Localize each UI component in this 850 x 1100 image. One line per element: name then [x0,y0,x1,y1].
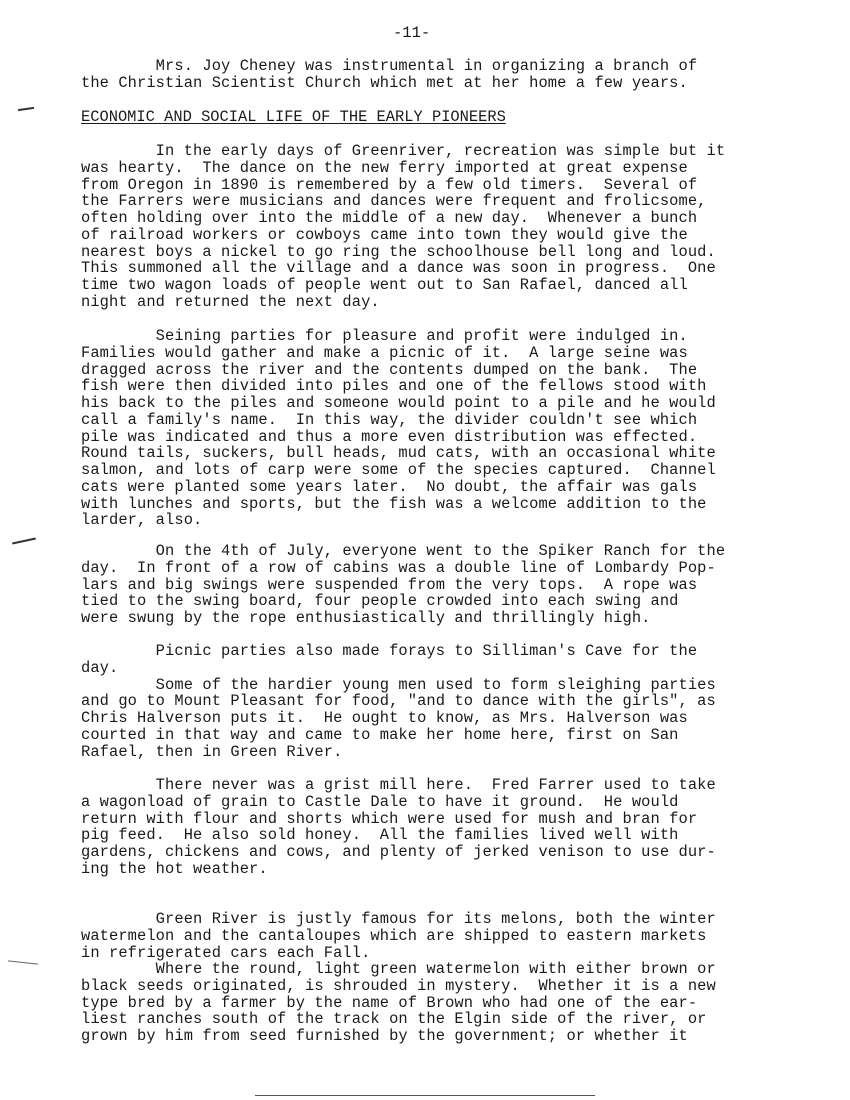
text-line: pig feed. He also sold honey. All the families lived well with [81,826,679,845]
text-line: the Christian Scientist Church which met at her home a few years. [81,73,688,92]
section-heading: ECONOMIC AND SOCIAL LIFE OF THE EARLY PIONEERS [81,108,506,126]
text-line: day. In front of a row of cabins was a double line of Lombardy Pop- [81,558,716,577]
text-line: time two wagon loads of people went out to San Rafael, danced all [81,276,688,294]
text-line: This summoned all the village and a dance was soon in progress. One [81,259,716,278]
text-line: Green River is justly famous for its melons, both the winter [81,910,716,928]
footer-rule [255,1095,595,1096]
text-line: cats were planted some years later. No doubt, the affair was gals [81,477,698,496]
text-line: gardens, chickens and cows, and plenty of jerked venison to use dur- [81,843,716,861]
text-line: call a family's name. In this way, the divider couldn't see which [81,410,698,429]
text-line: lars and big swings were suspended from the very tops. A rope was [81,575,698,594]
text-line: grown by him from seed furnished by the government; or whether it [81,1027,688,1045]
text-line: his back to the piles and someone would point to a pile and he would [81,394,716,412]
text-line: day. [81,658,119,677]
text-line: was hearty. The dance on the new ferry imported at great expense [81,158,688,177]
text-line: salmon, and lots of carp were some of the species captured. Channel [81,461,716,479]
text-line: liest ranches south of the track on the Elgin side of the river, or [81,1010,707,1029]
text-line: nearest boys a nickel to go ring the schoolhouse bell long and loud. [81,242,716,261]
text-line: In the early days of Greenriver, recreation was simple but it [81,142,726,160]
text-line: return with flour and shorts which were used for mush and bran for [81,809,698,828]
text-line: a wagonload of grain to Castle Dale to have it ground. He would [81,792,679,811]
text-line: were swung by the rope enthusiastically and thrillingly high. [81,609,651,627]
text-line: courted in that way and came to make her home here, first on San [81,725,679,744]
text-line: watermelon and the cantaloupes which are shipped to eastern markets [81,926,707,945]
text-line: Rafael, then in Green River. [81,742,343,761]
text-line: often holding over into the middle of a new day. Whenever a bunch [81,209,698,227]
text-line: of railroad workers or cowboys came into town they would give the [81,225,688,244]
text-line: Mrs. Joy Cheney was instrumental in organizing a branch of [81,57,698,75]
text-line: On the 4th of July, everyone went to the Spiker Ranch for the [81,542,726,560]
text-line: Chris Halverson puts it. He ought to know, as Mrs. Halverson was [81,709,688,727]
text-line: Some of the hardier young men used to form sleighing parties [81,675,716,694]
margin-mark [8,960,38,964]
text-line: Where the round, light green watermelon with either brown or [81,960,716,978]
text-line: fish were then divided into piles and one of the fellows stood with [81,377,707,396]
text-line: with lunches and sports, but the fish was a welcome addition to the [81,494,707,513]
text-line: tied to the swing board, four people crowded into each swing and [81,592,679,611]
text-line: black seeds originated, is shrouded in mystery. Whether it is a new [81,976,716,995]
page-number: -11- [393,24,431,42]
text-line: Round tails, suckers, bull heads, mud cats, with an occasional white [81,444,716,463]
text-line: Picnic parties also made forays to Silliman's Cave for the [81,642,698,660]
text-line: Families would gather and make a picnic of it. A large seine was [81,343,688,362]
text-line: night and returned the next day. [81,292,380,311]
text-line: and go to Mount Pleasant for food, "and to dance with the girls", as [81,692,716,711]
text-line: pile was indicated and thus a more even distribution was effected. [81,427,698,446]
text-line: There never was a grist mill here. Fred Farrer used to take [81,776,716,794]
text-line: dragged across the river and the contents dumped on the bank. The [81,360,698,379]
text-line: type bred by a farmer by the name of Brown who had one of the ear- [81,993,698,1012]
margin-mark [12,538,36,545]
text-line: from Oregon in 1890 is remembered by a few old timers. Several of [81,175,698,194]
margin-mark [18,107,34,111]
text-line: larder, also. [81,511,203,530]
text-line: the Farrers were musicians and dances were frequent and frolicsome, [81,192,707,211]
text-line: Seining parties for pleasure and profit were indulged in. [81,327,688,345]
text-line: in refrigerated cars each Fall. [81,943,371,962]
text-line: ing the hot weather. [81,859,268,878]
